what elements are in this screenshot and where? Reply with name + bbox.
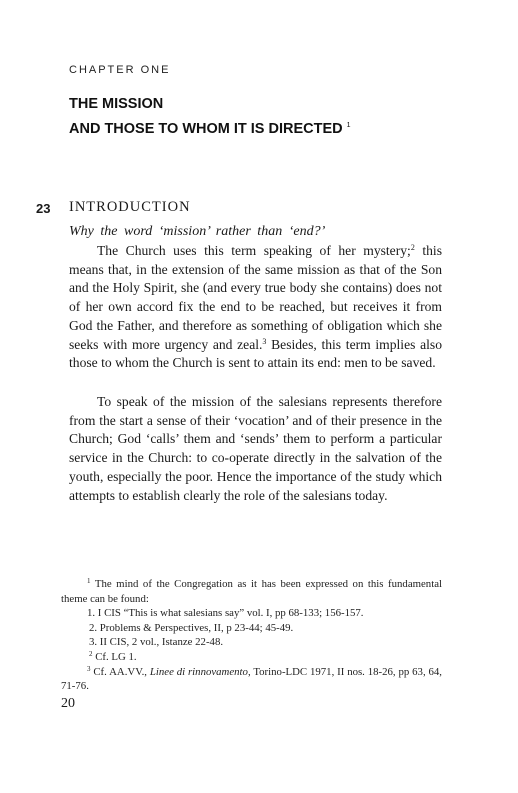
page-number: 20 [61, 696, 75, 711]
footnote-1 [61, 577, 442, 606]
chapter-title-line-1: THE MISSION [69, 96, 164, 112]
paragraph-1-part-a: The Church uses this term speaking of her mystery; [97, 243, 411, 258]
footnote-2-mark: 2 [89, 649, 93, 658]
paragraph-2-text: To speak of the mission of the salesians represents therefore from the start a sense of their ‘vocation’ and of their presence in the Church; God ‘calls’ them and ‘sends’ them to perform a particular service in the Church: to co-operate directly in the salvation of the youth, especially the poor. Hence the importance of the study which attempts to establish clearly the role of the salesians today. [69, 394, 442, 503]
footnote-1-text: The mind of the Congregation as it has been expressed on this fundamental theme can be found: [61, 578, 442, 605]
chapter-label: CHAPTER ONE [69, 64, 171, 76]
paragraph-1-text [69, 242, 442, 373]
footnote-3-title: Linee di rinnovamento [149, 665, 248, 678]
chapter-title-line-2 [69, 115, 351, 140]
section-question: Why the word ‘mission’ rather than ‘end?’ [69, 224, 326, 239]
footnote-3-text-b: , Torino-LDC 1971, II nos. 18-26, pp 63, 64, 71-76. [61, 665, 442, 693]
footnote-3-text-a: Cf. AA.VV., [90, 665, 150, 678]
chapter-title [69, 93, 351, 140]
footnote-1-mark: 1 [87, 577, 91, 585]
paragraph-2 [69, 393, 442, 505]
chapter-title-line-2-text: AND THOSE TO WHOM IT IS DIRECTED [69, 121, 343, 137]
footnote-3 [61, 665, 442, 694]
footnote-ref-2: 2 [410, 243, 415, 252]
footnote-1-item-3: 3. II CIS, 2 vol., Istanze 22-48. [89, 636, 224, 649]
paragraph-1-part-c: Besides, this term implies also those to whom the Church is sent to attain its end: men to be saved. [69, 336, 442, 371]
section-number: 23 [36, 201, 51, 216]
footnote-2-text: Cf. LG 1. [92, 650, 137, 663]
footnote-1-item-1: 1. I CIS “This is what salesians say” vol. I, pp 68-133; 156-157. [87, 607, 364, 620]
paragraph-1 [69, 242, 442, 373]
footnote-ref-3: 3 [262, 336, 267, 346]
footnote-2 [61, 650, 442, 665]
chapter-title-footnote-mark: 1 [346, 122, 351, 129]
footnote-3-mark: 3 [87, 664, 91, 673]
footnote-1-item-2: 2. Problems & Perspectives, II, p 23-44; 45-49. [89, 621, 294, 634]
paragraph-1-part-b: this means that, in the extension of the same mission as that of the Son and the Holy Spirit, she (and every true body she contains) does not of her own accord fix the end to be reached, but receives it from God the Father, and therefore as something of obligation which she seeks with more urgency and zeal. [69, 243, 442, 352]
section-heading: INTRODUCTION [69, 199, 191, 215]
footnotes [61, 577, 442, 694]
